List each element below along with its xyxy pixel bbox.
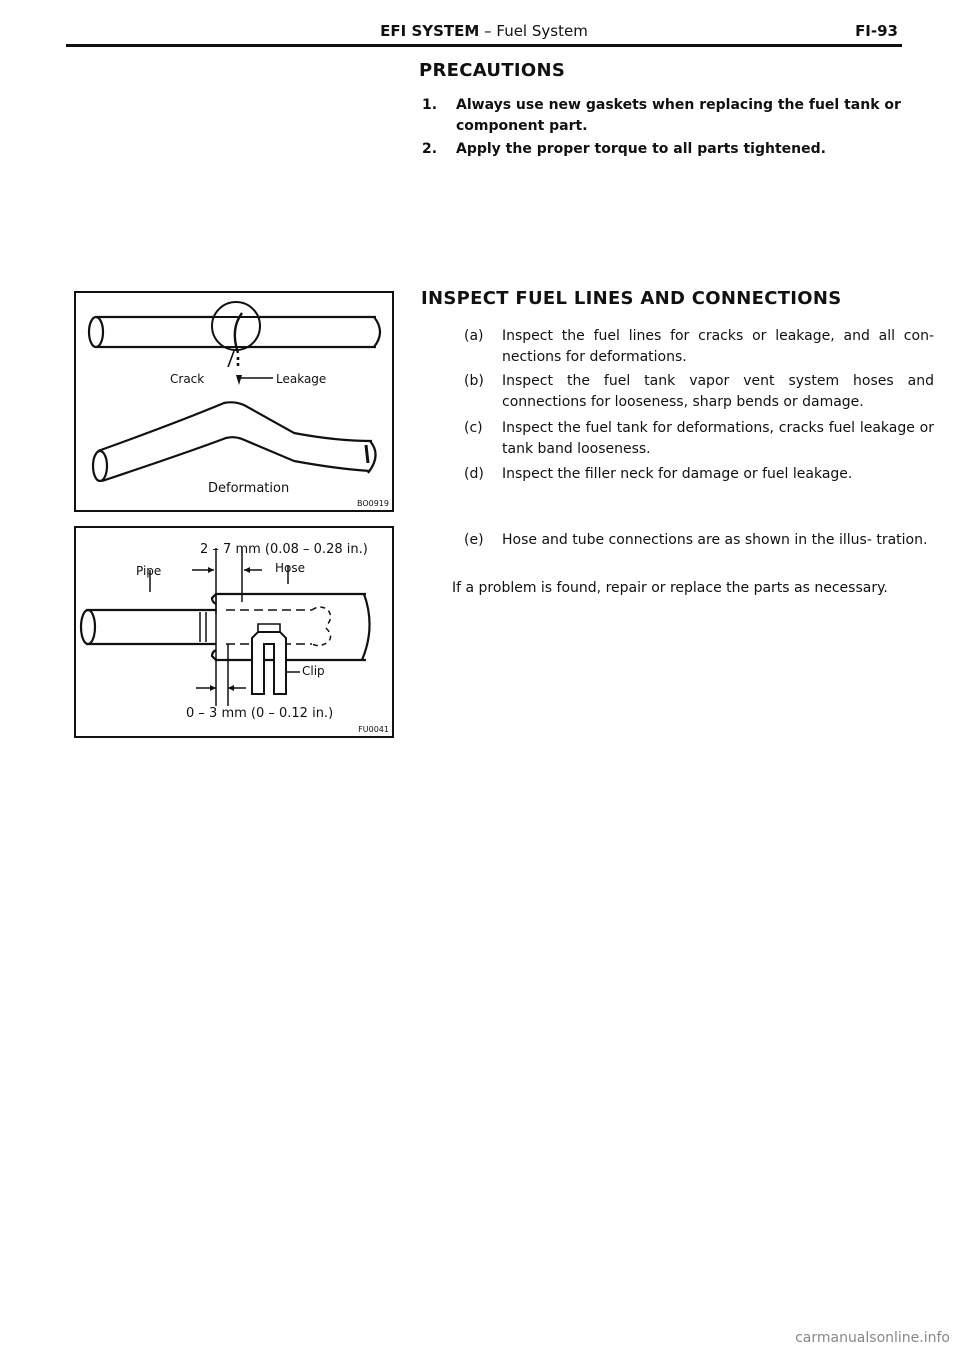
header-separator: – — [479, 22, 497, 40]
inspect-item-a-text: Inspect the fuel lines for cracks or leakage, and all con- nections for deformations. — [502, 328, 934, 365]
leakage-label: Leakage — [276, 372, 327, 386]
inspect-item-e — [464, 530, 934, 572]
crack-label: Crack — [170, 372, 205, 386]
header-section: EFI SYSTEM — [380, 22, 480, 40]
inspect-item-a — [464, 326, 934, 368]
inspect-item-d-text: Inspect the filler neck for damage or fuel leakage. — [502, 466, 853, 482]
figure2-code: FU0041 — [358, 725, 389, 734]
figure1-code: BO0919 — [356, 499, 389, 508]
header-subsection: Fuel System — [496, 22, 588, 40]
bottom-dimension-label: 0 – 3 mm (0 – 0.12 in.) — [186, 706, 334, 721]
precaution-2-number: 2. — [422, 141, 438, 157]
precaution-2-text: Apply the proper torque to all parts tightened. — [456, 141, 826, 157]
inspect-item-e-label: (e) — [464, 532, 484, 548]
top-dimension-label: 2 – 7 mm (0.08 – 0.28 in.) — [200, 542, 368, 557]
inspect-note: If a problem is found, repair or replace the parts as necessary. — [452, 580, 888, 596]
inspect-item-c-label: (c) — [464, 420, 483, 436]
inspect-item-d-label: (d) — [464, 466, 484, 482]
figure-fuel-line-defects — [74, 291, 394, 512]
figure-hose-connection — [74, 526, 394, 738]
precaution-1-number: 1. — [422, 97, 438, 113]
inspect-item-b-label: (b) — [464, 373, 484, 389]
inspect-heading: INSPECT FUEL LINES AND CONNECTIONS — [421, 288, 842, 309]
page-header — [66, 20, 902, 47]
inspect-item-b-text: Inspect the fuel tank vapor vent system hoses and connections for looseness, sharp bends or damage. — [502, 373, 934, 410]
inspect-item-a-label: (a) — [464, 328, 484, 344]
pipe-label: Pipe — [136, 564, 162, 578]
inspect-item-c — [464, 418, 934, 460]
inspect-item-d — [464, 464, 934, 485]
deformation-label: Deformation — [208, 481, 290, 496]
page-number: FI-93 — [855, 22, 898, 40]
fuel-line-defects-illustration — [76, 293, 392, 510]
inspect-item-e-text: Hose and tube connections are as shown in the illus- tration. — [502, 532, 928, 548]
precautions-heading: PRECAUTIONS — [419, 60, 566, 81]
hose-label: Hose — [275, 561, 305, 575]
clip-label: Clip — [302, 664, 325, 678]
inspect-item-c-text: Inspect the fuel tank for deformations, cracks fuel leakage or tank band looseness. — [502, 420, 934, 457]
hose-connection-illustration — [76, 528, 392, 736]
header-title — [66, 22, 902, 40]
watermark: carmanualsonline.info — [795, 1330, 950, 1346]
precaution-1-text: Always use new gaskets when replacing the fuel tank or component part. — [456, 97, 901, 134]
inspect-item-b — [464, 371, 934, 413]
